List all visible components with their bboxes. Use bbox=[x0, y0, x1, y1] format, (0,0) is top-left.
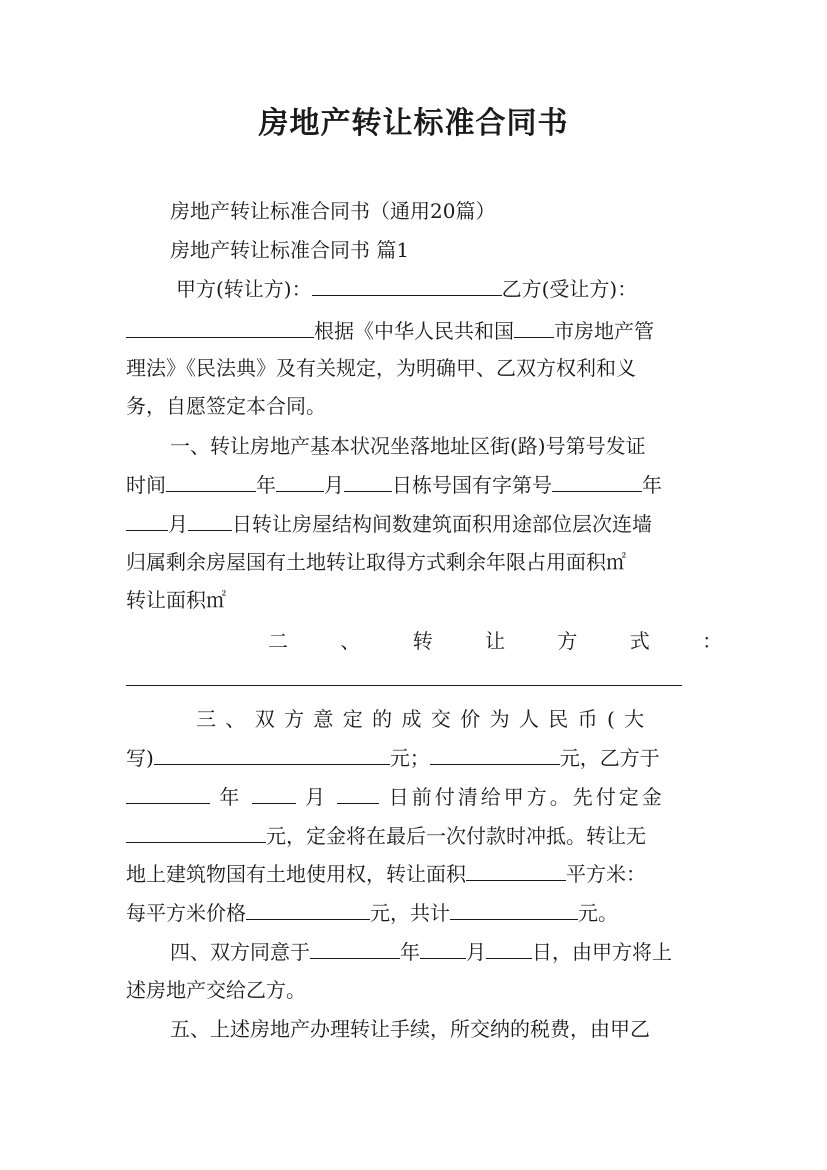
clause-3-text: 元，乙方于 bbox=[559, 746, 660, 770]
price-blank bbox=[430, 742, 560, 765]
clause-4-text: 四、双方同意于 bbox=[170, 940, 310, 964]
unit-price-blank bbox=[246, 897, 370, 920]
unit-price-label: 每平方米价格 bbox=[126, 901, 246, 925]
pay-month-blank bbox=[252, 781, 296, 804]
clause-2-heading: 二 、 转 让 方 式 ： bbox=[268, 629, 723, 653]
clause-1-line-5: 转让面积㎡ bbox=[126, 588, 226, 612]
area-blank bbox=[466, 858, 566, 881]
party-a-label: 甲方(转让方)： bbox=[176, 277, 312, 301]
year-blank-2 bbox=[552, 469, 642, 492]
month-label-2: 月 bbox=[168, 512, 188, 536]
handover-day-blank bbox=[486, 936, 532, 959]
pay-day-blank bbox=[337, 781, 379, 804]
clause-3-line-2 bbox=[126, 742, 702, 773]
clause-1-text: 日栋号国有字第号 bbox=[392, 473, 552, 497]
pay-year-blank bbox=[126, 781, 210, 804]
clause-3-text-4: 地上建筑物国有土地使用权，转让面积 bbox=[126, 862, 466, 886]
clause-3-text-2: 日前付清给甲方。先付定金 bbox=[388, 785, 665, 809]
party-b-label: 乙方(受让方)： bbox=[501, 277, 638, 301]
parties-line-2 bbox=[126, 315, 702, 346]
clause-1-line-3 bbox=[126, 508, 702, 539]
price-words-blank bbox=[154, 742, 390, 765]
clause-1-time-label: 时间 bbox=[126, 473, 166, 497]
year-blank bbox=[166, 469, 256, 492]
year-label-2: 年 bbox=[642, 473, 662, 497]
day-blank bbox=[344, 469, 392, 492]
clause-4-text-2: 日，由甲方将上 bbox=[532, 940, 672, 964]
document-title: 房地产转让标准合同书 bbox=[258, 106, 569, 141]
deposit-blank bbox=[126, 820, 266, 843]
parties-line-1 bbox=[176, 273, 702, 304]
total-blank bbox=[450, 897, 578, 920]
pay-year-label: 年 bbox=[219, 785, 243, 809]
total-label: 元，共计 bbox=[370, 901, 450, 925]
month-label: 月 bbox=[324, 473, 344, 497]
section-heading: 房地产转让标准合同书 篇1 bbox=[170, 238, 410, 262]
clause-3-line-4 bbox=[126, 820, 702, 851]
year-label: 年 bbox=[256, 473, 276, 497]
yuan-end-label: 元。 bbox=[578, 901, 618, 925]
city-blank bbox=[514, 315, 554, 338]
handover-month-blank bbox=[420, 936, 466, 959]
parties-line-3: 理法》《民法典》及有关规定，为明确甲、乙双方权利和义 bbox=[126, 356, 636, 380]
clause-3-line-5 bbox=[126, 858, 702, 889]
clause-4-line-2: 述房地产交给乙方。 bbox=[126, 978, 306, 1002]
clause-3-text-3: 元，定金将在最后一次付款时冲抵。转让无 bbox=[266, 824, 646, 848]
yuan-label: 元； bbox=[389, 746, 430, 770]
pay-month-label: 月 bbox=[305, 785, 329, 809]
day-blank-2 bbox=[188, 508, 232, 531]
handover-year-label: 年 bbox=[400, 940, 420, 964]
clause-5-line-1: 五、上述房地产办理转让手续，所交纳的税费，由甲乙 bbox=[170, 1017, 650, 1041]
basis-start: 根据《中华人民共和国 bbox=[314, 319, 514, 343]
party-a-blank bbox=[312, 273, 502, 296]
document-subtitle: 房地产转让标准合同书（通用20篇） bbox=[170, 199, 496, 223]
clause-1-line-1: 一、转让房地产基本状况坐落地址区街(路)号第号发证 bbox=[170, 434, 646, 458]
month-blank bbox=[276, 469, 324, 492]
parties-line-4: 务，自愿签定本合同。 bbox=[126, 394, 326, 418]
sqm-label: 平方米： bbox=[566, 862, 646, 886]
party-b-blank bbox=[126, 315, 314, 338]
basis-end: 市房地产管 bbox=[554, 319, 654, 343]
clause-4-line-1 bbox=[170, 936, 702, 967]
clause-3-line-6 bbox=[126, 897, 702, 928]
month-blank-2 bbox=[126, 508, 168, 531]
clause-1-text-2: 日转让房屋结构间数建筑面积用途部位层次连墙 bbox=[232, 512, 652, 536]
clause-3-line-1: 三 、 双 方 意 定 的 成 交 价 为 人 民 币 ( 大 bbox=[196, 707, 645, 731]
clause-1-line-2 bbox=[126, 469, 702, 500]
clause-2-blank-line bbox=[126, 685, 682, 686]
clause-3-write-label: 写) bbox=[126, 746, 154, 770]
handover-year-blank bbox=[310, 936, 400, 959]
clause-1-line-4: 归属剩余房屋国有土地转让取得方式剩余年限占用面积㎡ bbox=[126, 550, 626, 574]
handover-month-label: 月 bbox=[466, 940, 486, 964]
clause-3-line-3 bbox=[126, 781, 702, 812]
